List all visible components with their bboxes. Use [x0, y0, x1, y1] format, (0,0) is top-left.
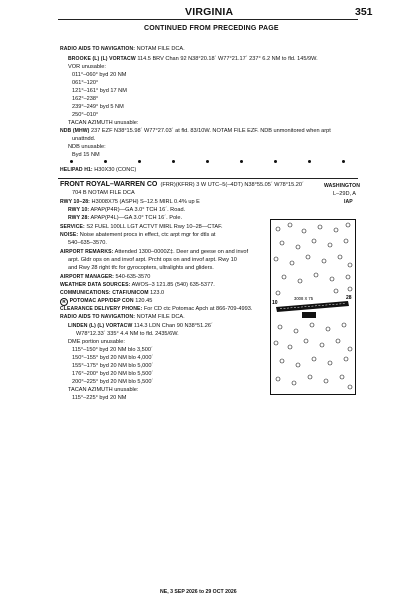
helipad-line: [60, 167, 136, 174]
radio-line: [60, 314, 185, 321]
noise-value: Noise abatement procs in effect, ctc arpt mgr for dtls at: [79, 232, 216, 238]
noise-value-cont: 540–635–3570.: [68, 240, 107, 246]
prev-nav-label: RADIO AIDS TO NAVIGATION:: [60, 46, 136, 52]
linden-value-cont: W78°12.33´ 335° 4.4 NM to fld. 2435/6W.: [76, 331, 179, 337]
airport-name: FRONT ROYAL–WARREN CO: [60, 181, 158, 188]
rwy-dims-diagram: 3008 X 75: [294, 296, 314, 301]
helipad-label: HELIPAD H1:: [60, 167, 93, 173]
brooke-line: [68, 56, 318, 63]
page-number: 351: [355, 6, 373, 18]
prev-tacan-unusable: TACAN AZIMUTH unusable:: [68, 120, 139, 126]
remarks-cont: and Rwy 28 right tfc for gyrocopters, ultralights and gliders.: [68, 265, 214, 271]
tacan-line: 115°–225° byd 20 NM: [72, 395, 127, 401]
separator-dot: [274, 160, 277, 163]
comm-label: COMMUNICATIONS:: [60, 290, 111, 296]
service-value: S2 FUEL 100LL LGT ACTVT MIRL Rwy 10–28—CTAF.: [86, 224, 223, 230]
separator-dot: [342, 160, 345, 163]
remarks-line: [60, 249, 248, 256]
separator-dot: [70, 160, 73, 163]
manager-label: AIRPORT MANAGER:: [60, 274, 114, 280]
linden-value: 114.3 LDN Chan 90 N38°51.26´: [133, 323, 213, 329]
dme-line: 176°–200° byd 20 NM blo 5,500´: [72, 371, 154, 377]
remarks-cont: arpt. Gldr ops on and invof arpt. Prcht ops on and invof arpt. Rwy 10: [68, 257, 237, 263]
rwy10-label-diagram: 10: [272, 300, 278, 306]
separator-dot: [240, 160, 243, 163]
apron: [302, 312, 316, 318]
dme-line: 115°–150° byd 20 NM blo 3,500´: [72, 347, 153, 353]
potomac-label: POTOMAC APP/DEP CON: [69, 298, 134, 304]
continued-banner: CONTINUED FROM PRECEDING PAGE: [144, 25, 279, 32]
linden-line: [68, 323, 213, 330]
noise-line: [60, 232, 215, 239]
runway-value: H3008X75 (ASPH) S–12.5 MIRL 0.4% up E: [91, 199, 200, 205]
potomac-line: [60, 298, 152, 306]
remarks-value: Attended 1300–0000Z‡. Deer and geese on and invof: [114, 249, 249, 255]
clearance-line: [60, 306, 252, 313]
rwy10-label: RWY 10:: [68, 207, 90, 213]
weather-line: [60, 282, 215, 289]
rwy28-line: [68, 215, 182, 222]
airport-elev-line: 704 B NOTAM FILE DCA: [72, 190, 135, 196]
ndb-unusable: NDB unusable:: [68, 144, 106, 150]
rwy10-value: APAP(P4R)—GA 3.0° TCH 16´. Road.: [90, 207, 186, 213]
separator-dot: [308, 160, 311, 163]
airport-chart-right: L–29D, A: [333, 191, 357, 197]
ndb-line: [60, 128, 331, 135]
comm-line: [60, 290, 164, 297]
separator-dot: [104, 160, 107, 163]
airport-diagram: [270, 219, 356, 395]
dme-line: 150°–155° byd 20 NM blo 4,000´: [72, 355, 154, 361]
entry-rule: [58, 178, 358, 179]
airport-iap-right: IAP: [344, 199, 353, 205]
radio-value: NOTAM FILE DCA.: [136, 314, 185, 320]
separator-dot: [172, 160, 175, 163]
rwy28-label: RWY 28:: [68, 215, 90, 221]
linden-label: LINDEN (L) (L) VORTACW: [68, 323, 133, 329]
dme-unusable: DME portion unusable:: [68, 339, 125, 345]
radio-label: RADIO AIDS TO NAVIGATION:: [60, 314, 136, 320]
helipad-value: H30X30 (CONC): [94, 167, 137, 173]
vor-line: 061°–120°: [72, 80, 99, 86]
manager-line: [60, 274, 150, 281]
runway-line: [60, 199, 200, 206]
tacan-unusable: TACAN AZIMUTH unusable:: [68, 387, 139, 393]
potomac-value: 120.45: [135, 298, 153, 304]
airport-id-line: (FRR)(KFRR) 3 W UTC–5(–4DT) N38°55.05´ W78°15.20´: [160, 182, 304, 188]
vor-line: 011°–060° byd 20 NM: [72, 72, 127, 78]
comm-sub: CTAF/UNICOM: [112, 290, 149, 296]
clearance-value: For CD ctc Potomac Apch at 866-709-4993.: [143, 306, 253, 312]
service-line: [60, 224, 223, 231]
prev-nav-line: [60, 46, 185, 53]
remarks-label: AIRPORT REMARKS:: [60, 249, 114, 255]
vor-line: 250°–010°: [72, 112, 99, 118]
weather-value: AWOS–3 121.85 (540) 635-5377.: [131, 282, 215, 288]
brooke-label: BROOKE (L) (L) VORTACW: [68, 56, 136, 62]
vor-line: 121°–161° byd 17 NM: [72, 88, 127, 94]
ndb-value-cont: unattndd.: [72, 136, 96, 142]
ndb-label: NDB (MHW): [60, 128, 90, 134]
manager-value: 540-635-3570: [115, 274, 151, 280]
airport-state-right: WASHINGTON: [324, 183, 360, 189]
clearance-label: CLEARANCE DELIVERY PHONE:: [60, 306, 143, 312]
weather-label: WEATHER DATA SOURCES:: [60, 282, 131, 288]
separator-dot: [138, 160, 141, 163]
ndb-unusable-line: Byd 15 NM: [72, 152, 100, 158]
vor-line: 162°–238°: [72, 96, 99, 102]
rwy28-value: APAP(P4L)—GA 3.0° TCH 16´. Pole.: [90, 215, 183, 221]
comm-value: 123.0: [150, 290, 165, 296]
footer-dates: NE, 3 SEP 2026 to 29 OCT 2026: [160, 589, 237, 595]
state-title: VIRGINIA: [185, 6, 234, 18]
rwy10-line: [68, 207, 185, 214]
separator-dot: [206, 160, 209, 163]
service-label: SERVICE:: [60, 224, 85, 230]
noise-label: NOISE:: [60, 232, 79, 238]
runway-label: RWY 10–28:: [60, 199, 90, 205]
brooke-value: 114.5 BRV Chan 92 N38°20.18´ W77°21.17´ 237° 6.2 NM to fld. 145/9W.: [137, 56, 318, 62]
rwy28-label-diagram: 28: [346, 295, 352, 301]
ndb-value: 237 EZF N38°15.98´ W77°27.03´ at fld. 83/10W. NOTAM FILE EZF. NDB unmonitored when arpt: [91, 128, 331, 134]
potomac-r-icon: R: [60, 298, 68, 306]
prev-nav-value: NOTAM FILE DCA.: [136, 46, 185, 52]
header-rule: [58, 19, 358, 20]
vor-unusable: VOR unusable:: [68, 64, 106, 70]
dme-line: 155°–175° byd 20 NM blo 5,000´: [72, 363, 154, 369]
dme-line: 200°–225° byd 20 NM blo 5,500´: [72, 379, 154, 385]
airport-title-line: [60, 182, 304, 189]
vor-line: 239°–249° byd 5 NM: [72, 104, 124, 110]
